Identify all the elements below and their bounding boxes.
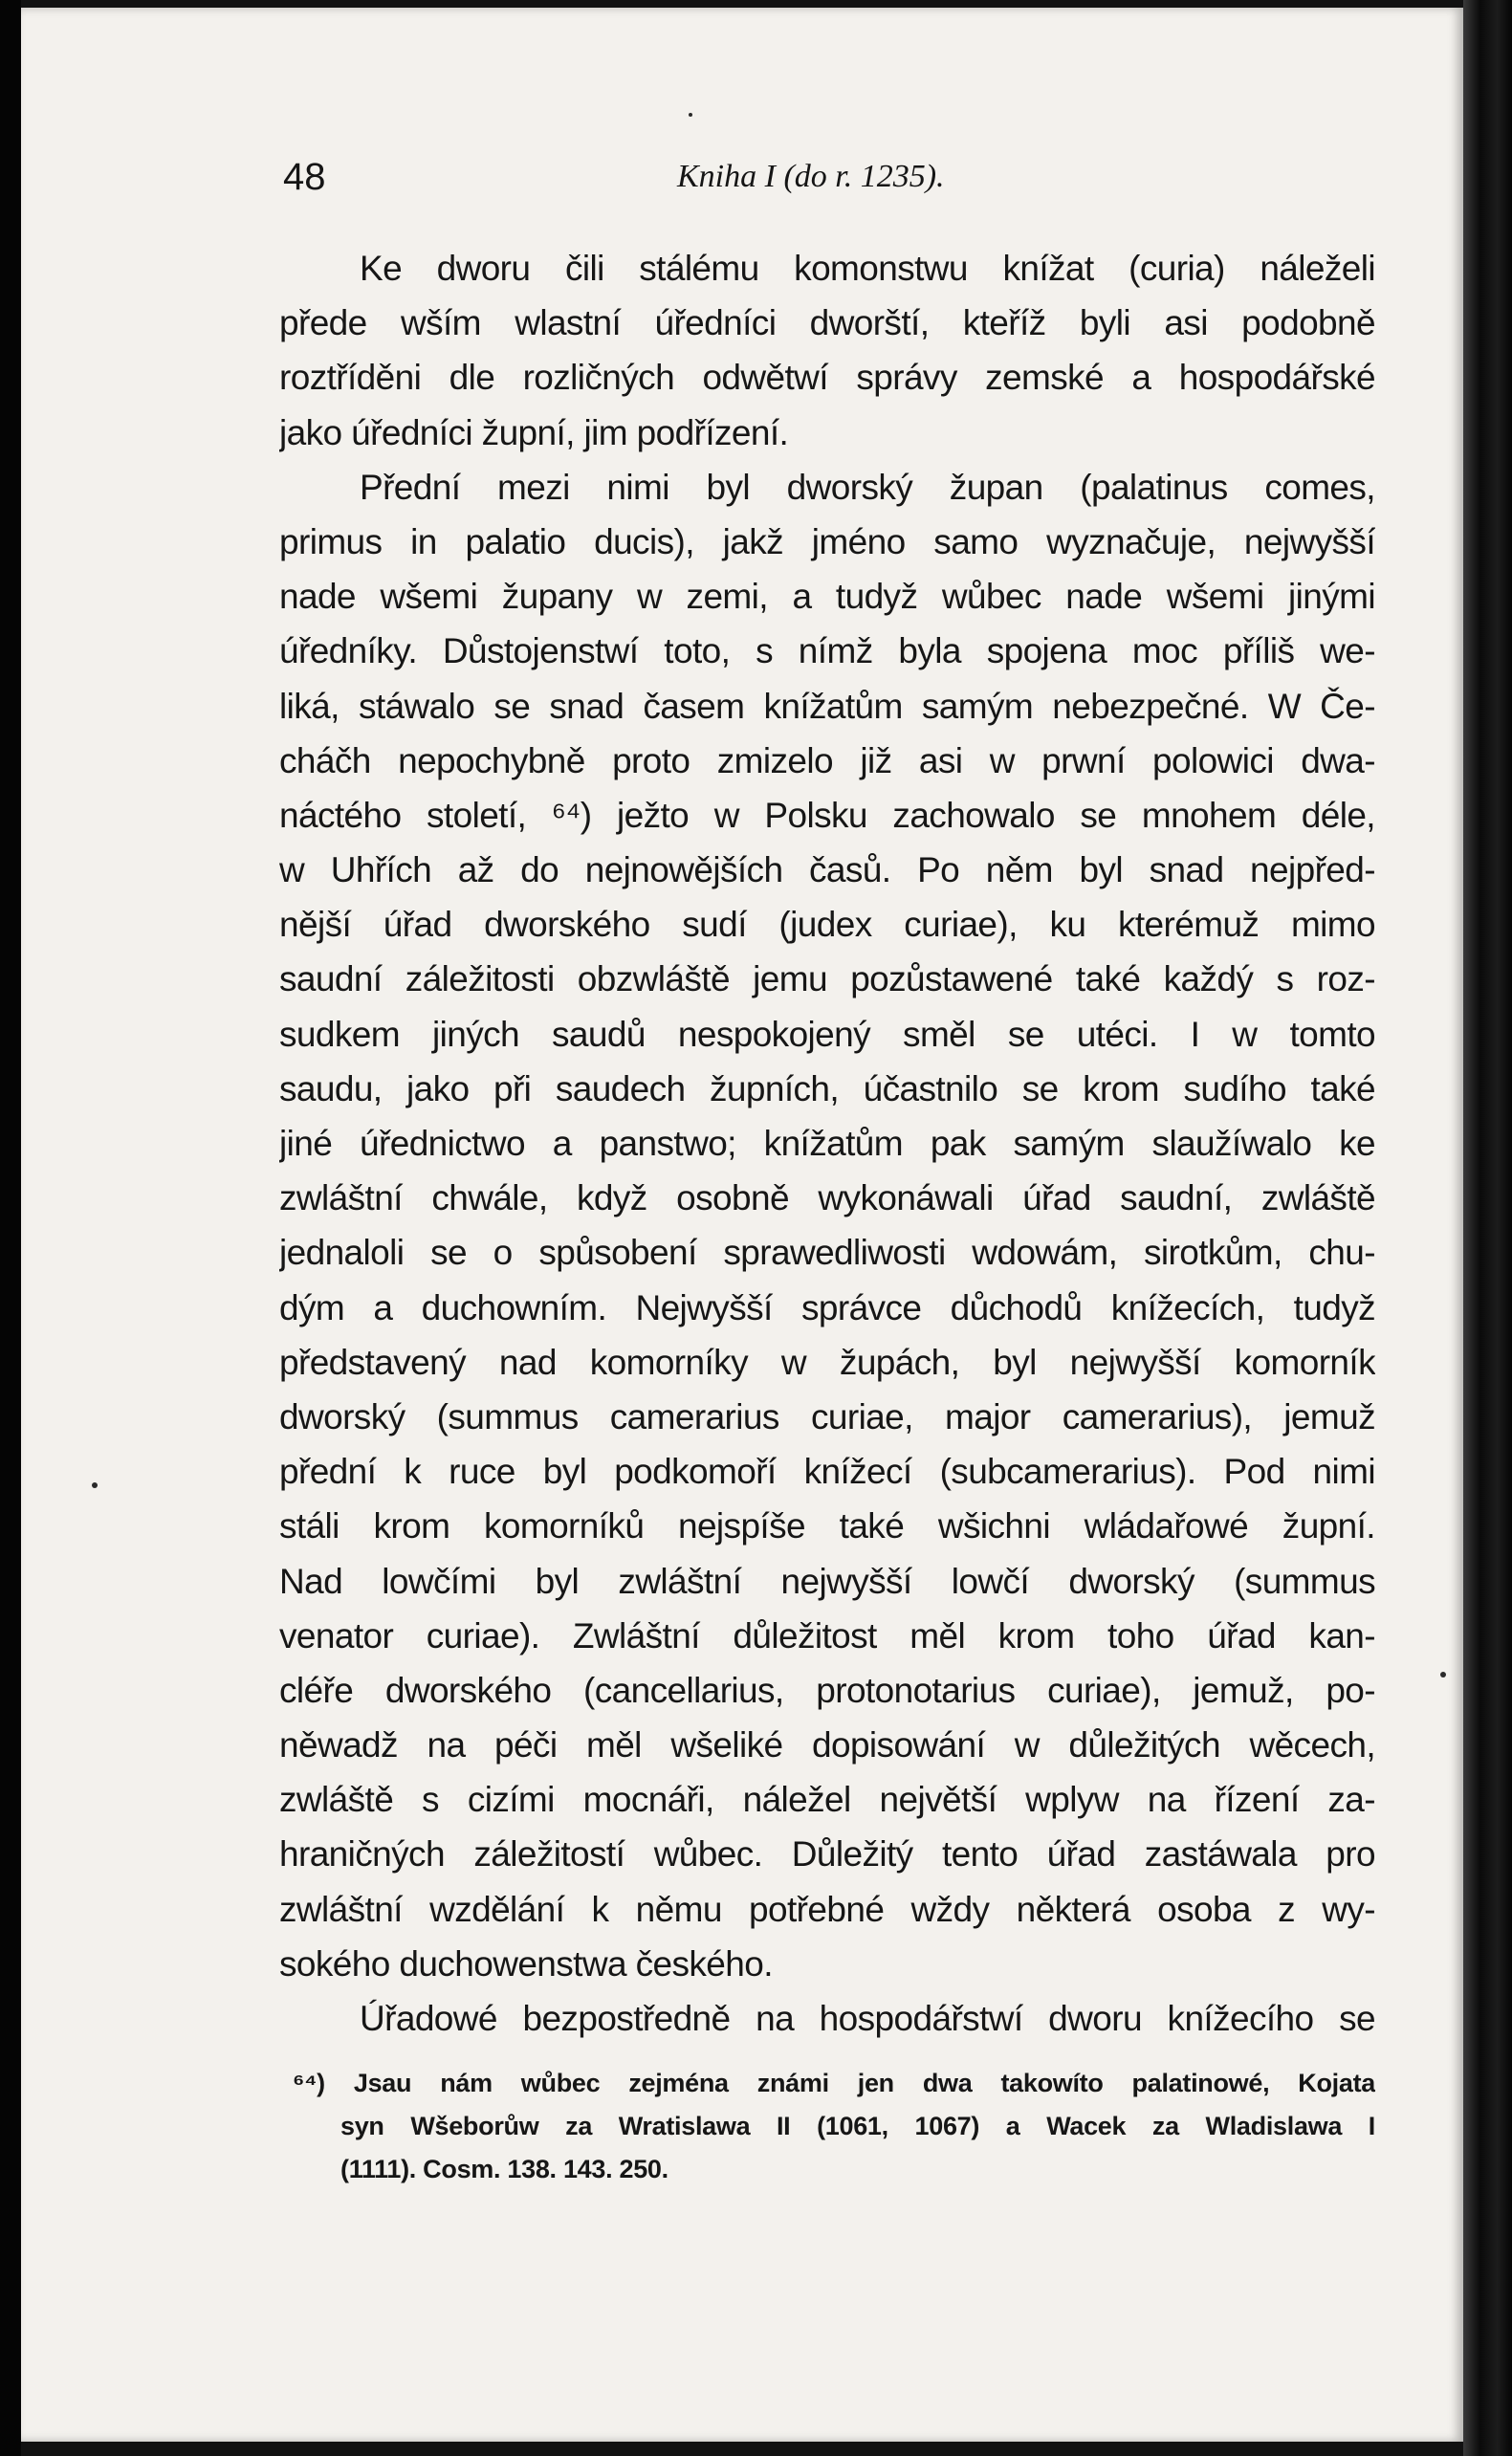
page-header [283,153,1373,201]
text-line: cháčh nepochybně proto zmizelo již asi w prwní polowici dwa- [279,740,1375,780]
text-line: sokého duchowenstwa českého. [279,1943,773,1984]
text-line: přední k ruce byl podkomoří knížecí (subcamerarius). Pod nimi [279,1452,1375,1492]
text-line: zwláštní chwále, když osobně wykonáwali úřad saudní, zwláště [279,1178,1375,1218]
text-line: roztříděni dle rozličných odwětwí správy zemské a hospodářské [279,358,1375,398]
text-line: Ke dworu čili stálému komonstwu knížat (curia) náleželi [360,249,1375,288]
scan-border-right [1463,0,1512,2456]
text-line: sudkem jiných saudů nespokojený směl se utéci. I w tomto [279,1014,1375,1054]
text-line: w Uhřích až do nejnowějších časů. Po něm byl snad nejpřed- [279,850,1375,890]
text-line: saudu, jako při saudech župních, účastnilo se krom sudího také [279,1068,1375,1108]
text-line: stáli krom komorníků nejspíše také wšichni wládařowé župní. [279,1506,1375,1546]
text-line: nade wšemi župany w zemi, a tudyž wůbec nade wšemi jinými [279,577,1375,617]
text-line: liká, stáwalo se snad časem knížatům samým nebezpečné. W Če- [279,686,1375,726]
main-text [279,241,1375,2046]
text-line: nější úřad dworského sudí (judex curiae), ku kterémuž mimo [279,905,1375,945]
scan-speck [1440,1672,1446,1678]
scan-border-left [0,0,21,2456]
text-line: jednaloli se o spůsobení sprawedliwosti wdowám, sirotkům, chu- [279,1233,1375,1273]
text-line: saudní záležitosti obzwláště jemu pozůstawené také každý s roz- [279,959,1375,999]
text-line: Úřadowé bezpostředně na hospodářstwí dworu knížecího se [360,1999,1375,2038]
footnote-line: (1111). Cosm. 138. 143. 250. [340,2155,668,2183]
text-line: náctého století, ⁶⁴) ježto w Polsku zachowalo se mnohem déle, [279,795,1375,835]
scan-speck [689,113,692,117]
text-line: jiné úřednictwo a panstwo; knížatům pak samým slaužíwalo ke [279,1124,1375,1163]
text-line: hraničných záležitostí wůbec. Důležitý tento úřad zastáwala pro [279,1834,1375,1875]
footnote-line: syn Wšeborůw za Wratislawa II (1061, 1067) a Wacek za Wladislawa I [340,2112,1375,2140]
text-line: představený nad komorníky w župách, byl nejwyšší komorník [279,1342,1375,1382]
text-line: dworský (summus camerarius curiae, major camerarius), jemuž [279,1396,1375,1436]
footnotes [293,2062,1375,2191]
text-line: Nad lowčími byl zwláštní nejwyšší lowčí dworský (summus [279,1561,1375,1601]
text-line: primus in palatio ducis), jakž jméno samo wyznačuje, nejwyšší [279,521,1375,561]
text-line: něwadž na péči měl wšeliké dopisowání w důležitých wěcech, [279,1725,1375,1765]
text-line: venator curiae). Zwláštní důležitost měl krom toho úřad kan- [279,1615,1375,1656]
footnote-line: ⁶⁴) Jsau nám wůbec zejména známi jen dwa takowíto palatinowé, Kojata [293,2069,1375,2097]
running-head: Kniha I (do r. 1235). [677,159,945,194]
text-line: jako úředníci župní, jim podřízení. [279,412,789,452]
scan-speck [92,1482,98,1488]
text-line: cléře dworského (cancellarius, protonotarius curiae), jemuž, po- [279,1670,1375,1710]
text-line: dým a duchowním. Nejwyšší správce důchodů knížecích, tudyž [279,1287,1375,1327]
text-line: zwláště s cizími mocnáři, náležel největší wplyw na řízení za- [279,1780,1375,1820]
text-line: úředníky. Důstojenstwí toto, s nímž byla spojena moc příliš we- [279,631,1375,671]
page-number: 48 [283,156,326,198]
text-line: zwláštní wzdělání k němu potřebné wždy některá osoba z wy- [279,1889,1375,1929]
text-line: přede wším wlastní úředníci dworští, kteříž byli asi podobně [279,303,1375,343]
text-line: Přední mezi nimi byl dworský župan (palatinus comes, [360,467,1375,507]
